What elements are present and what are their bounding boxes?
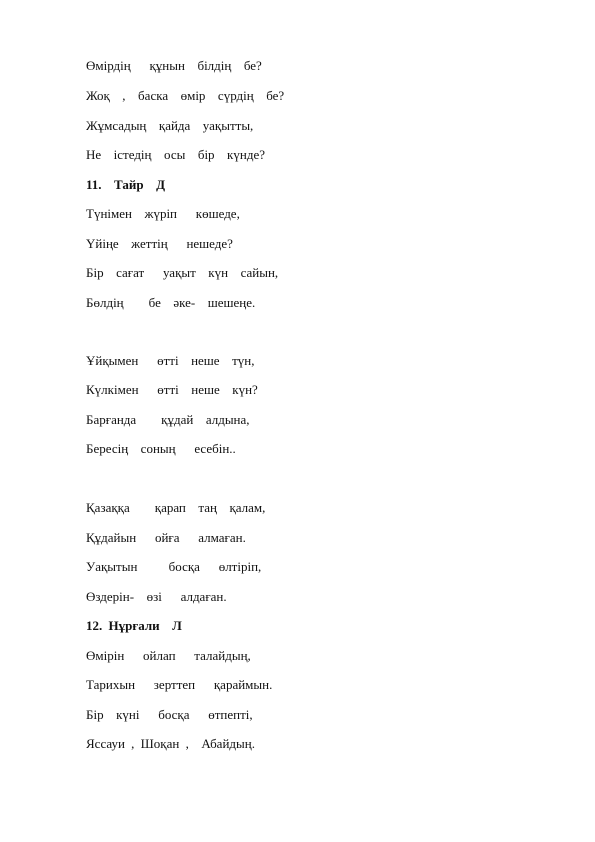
- poem-line: Ұйқымен өтті неше түн,: [86, 353, 255, 368]
- poem-line: Не істедің осы бір күнде?: [86, 147, 265, 162]
- poem-line: Түнімен жүріп көшеде,: [86, 206, 240, 221]
- poem-heading: 11. Тайр Д: [86, 177, 166, 192]
- poem-line: Уақытын босқа өлтіріп,: [86, 559, 262, 574]
- poem-line: Күлкімен өтті неше күн?: [86, 382, 258, 397]
- poem-line: Бересің соның есебін..: [86, 441, 236, 456]
- poem-line: Өздерін- өзі алдаған.: [86, 589, 227, 604]
- poem-line: Тарихын зерттеп қараймын.: [86, 677, 273, 692]
- poem-line: Қазаққа қарап таң қалам,: [86, 500, 266, 515]
- poem-line: Үйіңе жеттің нешеде?: [86, 236, 233, 251]
- poem-line: Бір күні босқа өтпепті,: [86, 707, 253, 722]
- poem-heading: 12. Нұрғали Л: [86, 618, 182, 633]
- poem-line: Бөлдің бе әке- шешеңе.: [86, 295, 256, 310]
- poem-line: Өмірдің құнын білдің бе?: [86, 58, 262, 73]
- poem-line: Бір сағат уақыт күн сайын,: [86, 265, 279, 280]
- poem-line: Яссауи , Шоқан , Абайдың.: [86, 736, 255, 751]
- poem-line: Жоқ , баска өмір сүрдің бе?: [86, 88, 285, 103]
- poem-line: Жұмсадың қайда уақытты,: [86, 118, 254, 133]
- poem-line: Құдайын ойға алмаған.: [86, 530, 246, 545]
- poem-line: Өмірін ойлап талайдың,: [86, 648, 251, 663]
- poem-line: Барғанда құдай алдына,: [86, 412, 250, 427]
